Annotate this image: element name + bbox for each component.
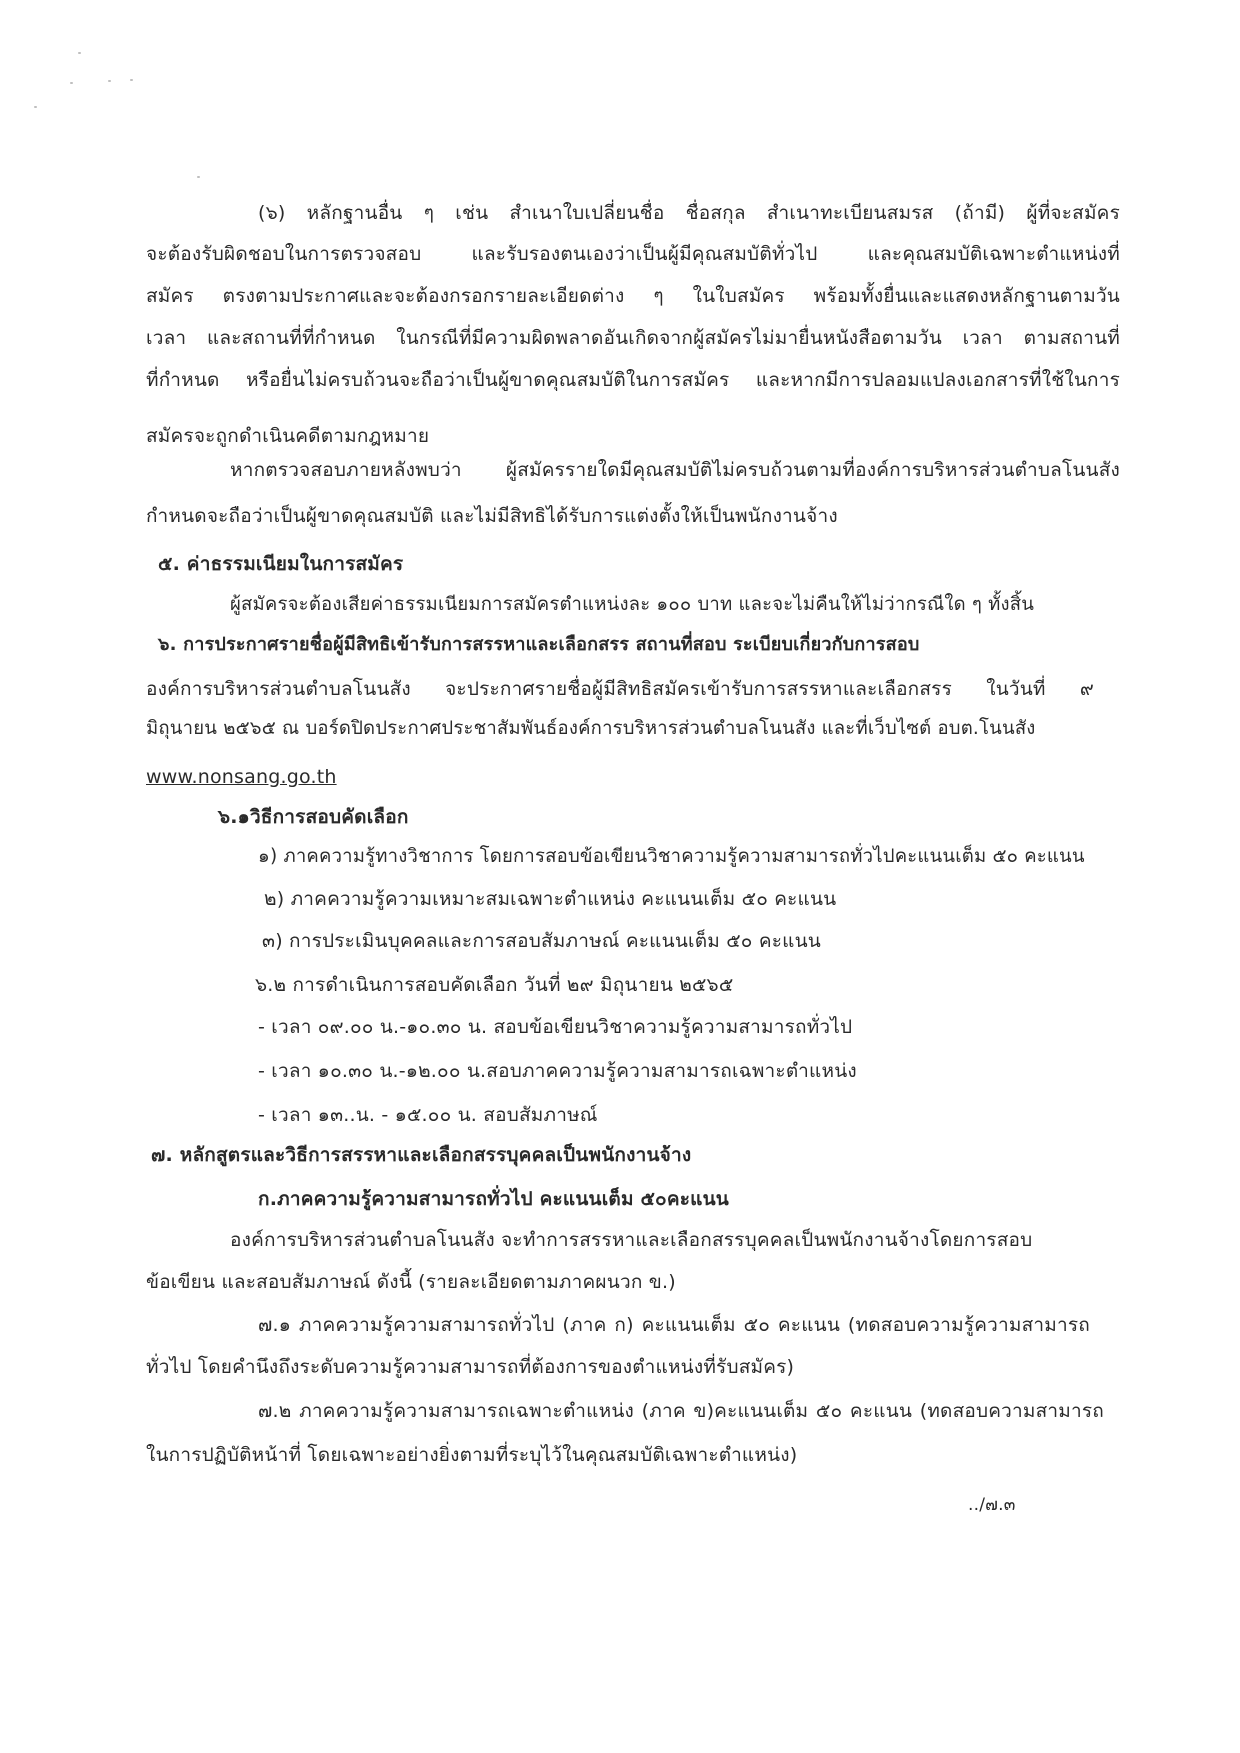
section-6-heading: ๖. การประกาศรายชื่อผู้มีสิทธิเข้ารับการสรรหาและเลือกสรร สถานที่สอบ ระเบียบเกี่ยวกับการสอบ: [158, 634, 920, 655]
paragraph-6-line-2: จะต้องรับผิดชอบในการตรวจสอบ และรับรองตนเองว่าเป็นผู้มีคุณสมบัติทั่วไป และคุณสมบัติเฉพาะตำแหน่งที่: [146, 243, 1120, 265]
section-5-heading: ๕. ค่าธรรมเนียมในการสมัคร: [158, 553, 404, 575]
schedule-item-3: - เวลา ๑๓..น. - ๑๕.๐๐ น. สอบสัมภาษณ์: [258, 1104, 598, 1126]
scan-speck: [130, 79, 133, 81]
item-7-2-line-1: ๗.๒ ภาคความรู้ความสามารถเฉพาะตำแหน่ง (ภาค ข)คะแนนเต็ม ๕๐ คะแนน (ทดสอบความสามารถ: [258, 1400, 1104, 1422]
item-7-1-line-2: ทั่วไป โดยคำนึงถึงระดับความรู้ความสามารถที่ต้องการของตำแหน่งที่รับสมัคร): [146, 1356, 795, 1378]
page-continuation: ../๗.๓: [968, 1495, 1016, 1515]
paragraph-6-line-3: สมัคร ตรงตามประกาศและจะต้องกรอกรายละเอียดต่าง ๆ ในใบสมัคร พร้อมทั้งยื่นและแสดงหลักฐานตามวัน: [146, 285, 1120, 307]
item-7-1-line-1: ๗.๑ ภาคความรู้ความสามารถทั่วไป (ภาค ก) คะแนนเต็ม ๕๐ คะแนน (ทดสอบความรู้ความสามารถ: [258, 1314, 1090, 1336]
post-check-line-1: หากตรวจสอบภายหลังพบว่า ผู้สมัครรายใดมีคุณสมบัติไม่ครบถ้วนตามที่องค์การบริหารส่วนตำบลโนนสัง: [230, 459, 1120, 481]
section-6-1-item-2: ๒) ภาคความรู้ความเหมาะสมเฉพาะตำแหน่ง คะแนนเต็ม ๕๐ คะแนน: [264, 888, 837, 910]
post-check-line-2: กำหนดจะถือว่าเป็นผู้ขาดคุณสมบัติ และไม่มีสิทธิได้รับการแต่งตั้งให้เป็นพนักงานจ้าง: [146, 505, 838, 527]
scan-speck: [70, 82, 73, 84]
paragraph-6-line-6: สมัครจะถูกดำเนินคดีตามกฎหมาย: [146, 425, 430, 447]
section-6-1-item-1: ๑) ภาคความรู้ทางวิชาการ โดยการสอบข้อเขียนวิชาความรู้ความสามารถทั่วไปคะแนนเต็ม ๕๐ คะแนน: [258, 846, 1085, 867]
section-6-body-line-2: มิถุนายน ๒๕๖๕ ณ บอร์ดปิดประกาศประชาสัมพันธ์องค์การบริหารส่วนตำบลโนนสัง และที่เว็บไซต์ อบต.โนนสัง: [146, 718, 1036, 739]
scan-speck: [197, 176, 200, 178]
section-7-subheading: ก.ภาคความรู้ความสามารถทั่วไป คะแนนเต็ม ๕๐คะแนน: [258, 1188, 729, 1210]
scan-speck: [78, 52, 81, 54]
paragraph-6-line-5: ที่กำหนด หรือยื่นไม่ครบถ้วนจะถือว่าเป็นผู้ขาดคุณสมบัติในการสมัคร และหากมีการปลอมแปลงเอกสารที่ใช้ในการ: [146, 369, 1120, 391]
item-7-2-line-2: ในการปฏิบัติหน้าที่ โดยเฉพาะอย่างยิ่งตามที่ระบุไว้ในคุณสมบัติเฉพาะตำแหน่ง): [146, 1444, 798, 1466]
section-6-1-heading: ๖.๑วิธีการสอบคัดเลือก: [218, 806, 409, 828]
section-6-body-line-1: องค์การบริหารส่วนตำบลโนนสัง จะประกาศรายชื่อผู้มีสิทธิสมัครเข้ารับการสรรหาและเลือกสรร ในวันที่ ๙: [146, 678, 1094, 700]
paragraph-6-line-4: เวลา และสถานที่ที่กำหนด ในกรณีที่มีความผิดพลาดอันเกิดจากผู้สมัครไม่มายื่นหนังสือตามวัน เวลา ตามสถานที่: [146, 327, 1120, 349]
scan-speck: [34, 106, 37, 108]
section-7-heading: ๗. หลักสูตรและวิธีการสรรหาและเลือกสรรบุคคลเป็นพนักงานจ้าง: [151, 1144, 692, 1166]
schedule-item-2: - เวลา ๑๐.๓๐ น.-๑๒.๐๐ น.สอบภาคความรู้ความสามารถเฉพาะตำแหน่ง: [258, 1060, 857, 1082]
paragraph-6-line-1: (๖) หลักฐานอื่น ๆ เช่น สำเนาใบเปลี่ยนชื่อ ชื่อสกุล สำเนาทะเบียนสมรส (ถ้ามี) ผู้ที่จะสมัคร: [258, 202, 1120, 224]
website-link[interactable]: www.nonsang.go.th: [146, 766, 337, 788]
section-7-intro-line-1: องค์การบริหารส่วนตำบลโนนสัง จะทำการสรรหาและเลือกสรรบุคคลเป็นพนักงานจ้างโดยการสอบ: [230, 1229, 1033, 1251]
section-7-intro-line-2: ข้อเขียน และสอบสัมภาษณ์ ดังนี้ (รายละเอียดตามภาคผนวก ข.): [146, 1271, 676, 1293]
section-6-1-item-3: ๓) การประเมินบุคคลและการสอบสัมภาษณ์ คะแนนเต็ม ๕๐ คะแนน: [262, 930, 821, 952]
section-6-2-heading: ๖.๒ การดำเนินการสอบคัดเลือก วันที่ ๒๙ มิถุนายน ๒๕๖๕: [255, 974, 734, 996]
scan-speck: [108, 80, 111, 82]
section-5-body: ผู้สมัครจะต้องเสียค่าธรรมเนียมการสมัครตำแหน่งละ ๑๐๐ บาท และจะไม่คืนให้ไม่ว่ากรณีใด ๆ ทั้งสิ้น: [230, 594, 1035, 615]
schedule-item-1: - เวลา ๐๙.๐๐ น.-๑๐.๓๐ น. สอบข้อเขียนวิชาความรู้ความสามารถทั่วไป: [258, 1016, 853, 1038]
